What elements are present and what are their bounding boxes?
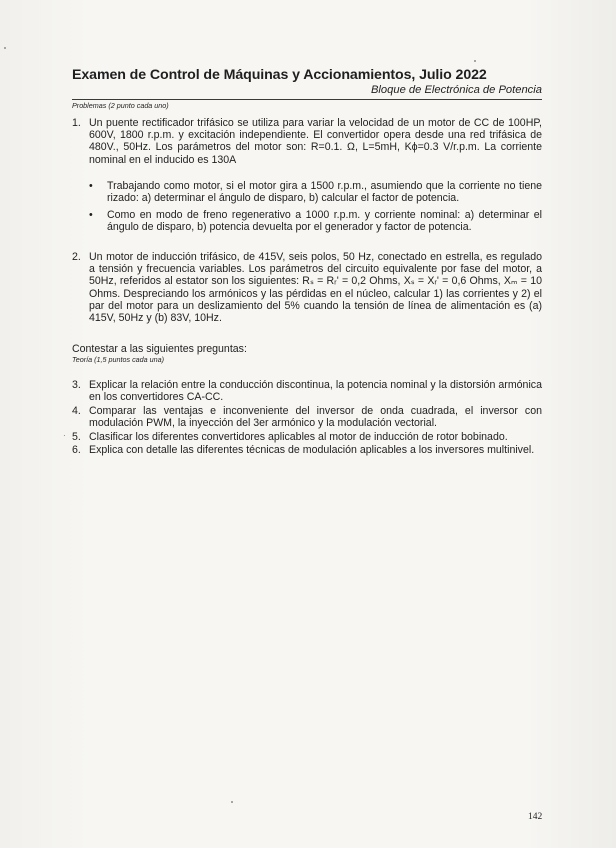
problem-1-bullet-2 (89, 209, 542, 233)
problems-note: Problemas (2 punto cada uno) (72, 101, 169, 110)
page-number: 142 (528, 812, 543, 822)
problem-number: 2. (72, 251, 81, 263)
question-5 (72, 431, 542, 443)
question-3 (72, 379, 542, 403)
problem-2 (72, 251, 542, 324)
question-text: Explica con detalle las diferentes técnicas de modulación aplicables a los inversores multinivel. (89, 444, 535, 456)
scan-mark: · (63, 431, 66, 440)
problem-1 (72, 117, 542, 166)
exam-title: Examen de Control de Máquinas y Accionamientos, Julio 2022 (72, 67, 487, 83)
bullet-text: Trabajando como motor, si el motor gira a 1500 r.p.m., asumiendo que la corriente no tiene rizado: a) determinar el ángulo de disparo, b) calcular el factor de potencia. (107, 180, 542, 205)
scan-speck (4, 47, 6, 49)
question-number: 3. (72, 379, 81, 391)
problem-number: 1. (72, 117, 81, 129)
question-6 (72, 444, 542, 456)
bullet-dot-icon: • (89, 180, 93, 192)
question-number: 5. (72, 431, 81, 443)
question-4 (72, 405, 542, 429)
bullet-text: Como en modo de freno regenerativo a 1000 r.p.m. y corriente nominal: a) determinar el ángulo de disparo, b) potencia devuelta por el generador y factor de potencia. (107, 209, 542, 234)
scan-speck (231, 801, 233, 803)
scan-speck (474, 60, 476, 62)
theory-intro: Contestar a las siguientes preguntas: (72, 343, 247, 355)
question-number: 6. (72, 444, 81, 456)
question-number: 4. (72, 405, 81, 417)
problem-1-bullet-1 (89, 180, 542, 204)
question-text: Explicar la relación entre la conducción discontinua, la potencia nominal y la distorsión armónica en los convertidores CA-CC. (89, 379, 542, 404)
theory-note: Teoría (1,5 puntos cada una) (72, 355, 165, 364)
bullet-dot-icon: • (89, 209, 93, 221)
header-divider (72, 99, 542, 100)
question-text: Clasificar los diferentes convertidores aplicables al motor de inducción de rotor bobinado. (89, 431, 508, 443)
problem-text: Un motor de inducción trifásico, de 415V, seis polos, 50 Hz, conectado en estrella, es regulado a tensión y frecuencia variables. Los parámetros del circuito equivalente por fase del motor, a 50Hz, referidos al estator son los siguientes: Rₛ = Rᵣ' = 0,2 Ohms, Xₛ = Xᵣ' = 0,6 Ohms, Xₘ = 10 Ohms. Despreciando los armónicos y las pérdidas en el núcleo, calcular 1) las corrientes y 2) el par del motor para un deslizamiento del 5% cuando la tensión de línea de alimentación es (a) 415V, 50Hz y (b) 83V, 10Hz. (89, 251, 542, 325)
problem-text: Un puente rectificador trifásico se utiliza para variar la velocidad de un motor de CC de 100HP, 600V, 1800 r.p.m. y excitación independiente. El convertidor opera desde una red trifásica de 480V., 50Hz. Los parámetros del motor son: R=0.1. Ω, L=5mH, Kϕ=0.3 V/r.p.m. La corriente nominal en el inducido es 130A (89, 117, 542, 166)
question-text: Comparar las ventajas e inconveniente del inversor de onda cuadrada, el inversor con modulación PWM, la inyección del 3er armónico y la modulación vectorial. (89, 405, 542, 430)
exam-subtitle: Bloque de Electrónica de Potencia (370, 84, 542, 96)
